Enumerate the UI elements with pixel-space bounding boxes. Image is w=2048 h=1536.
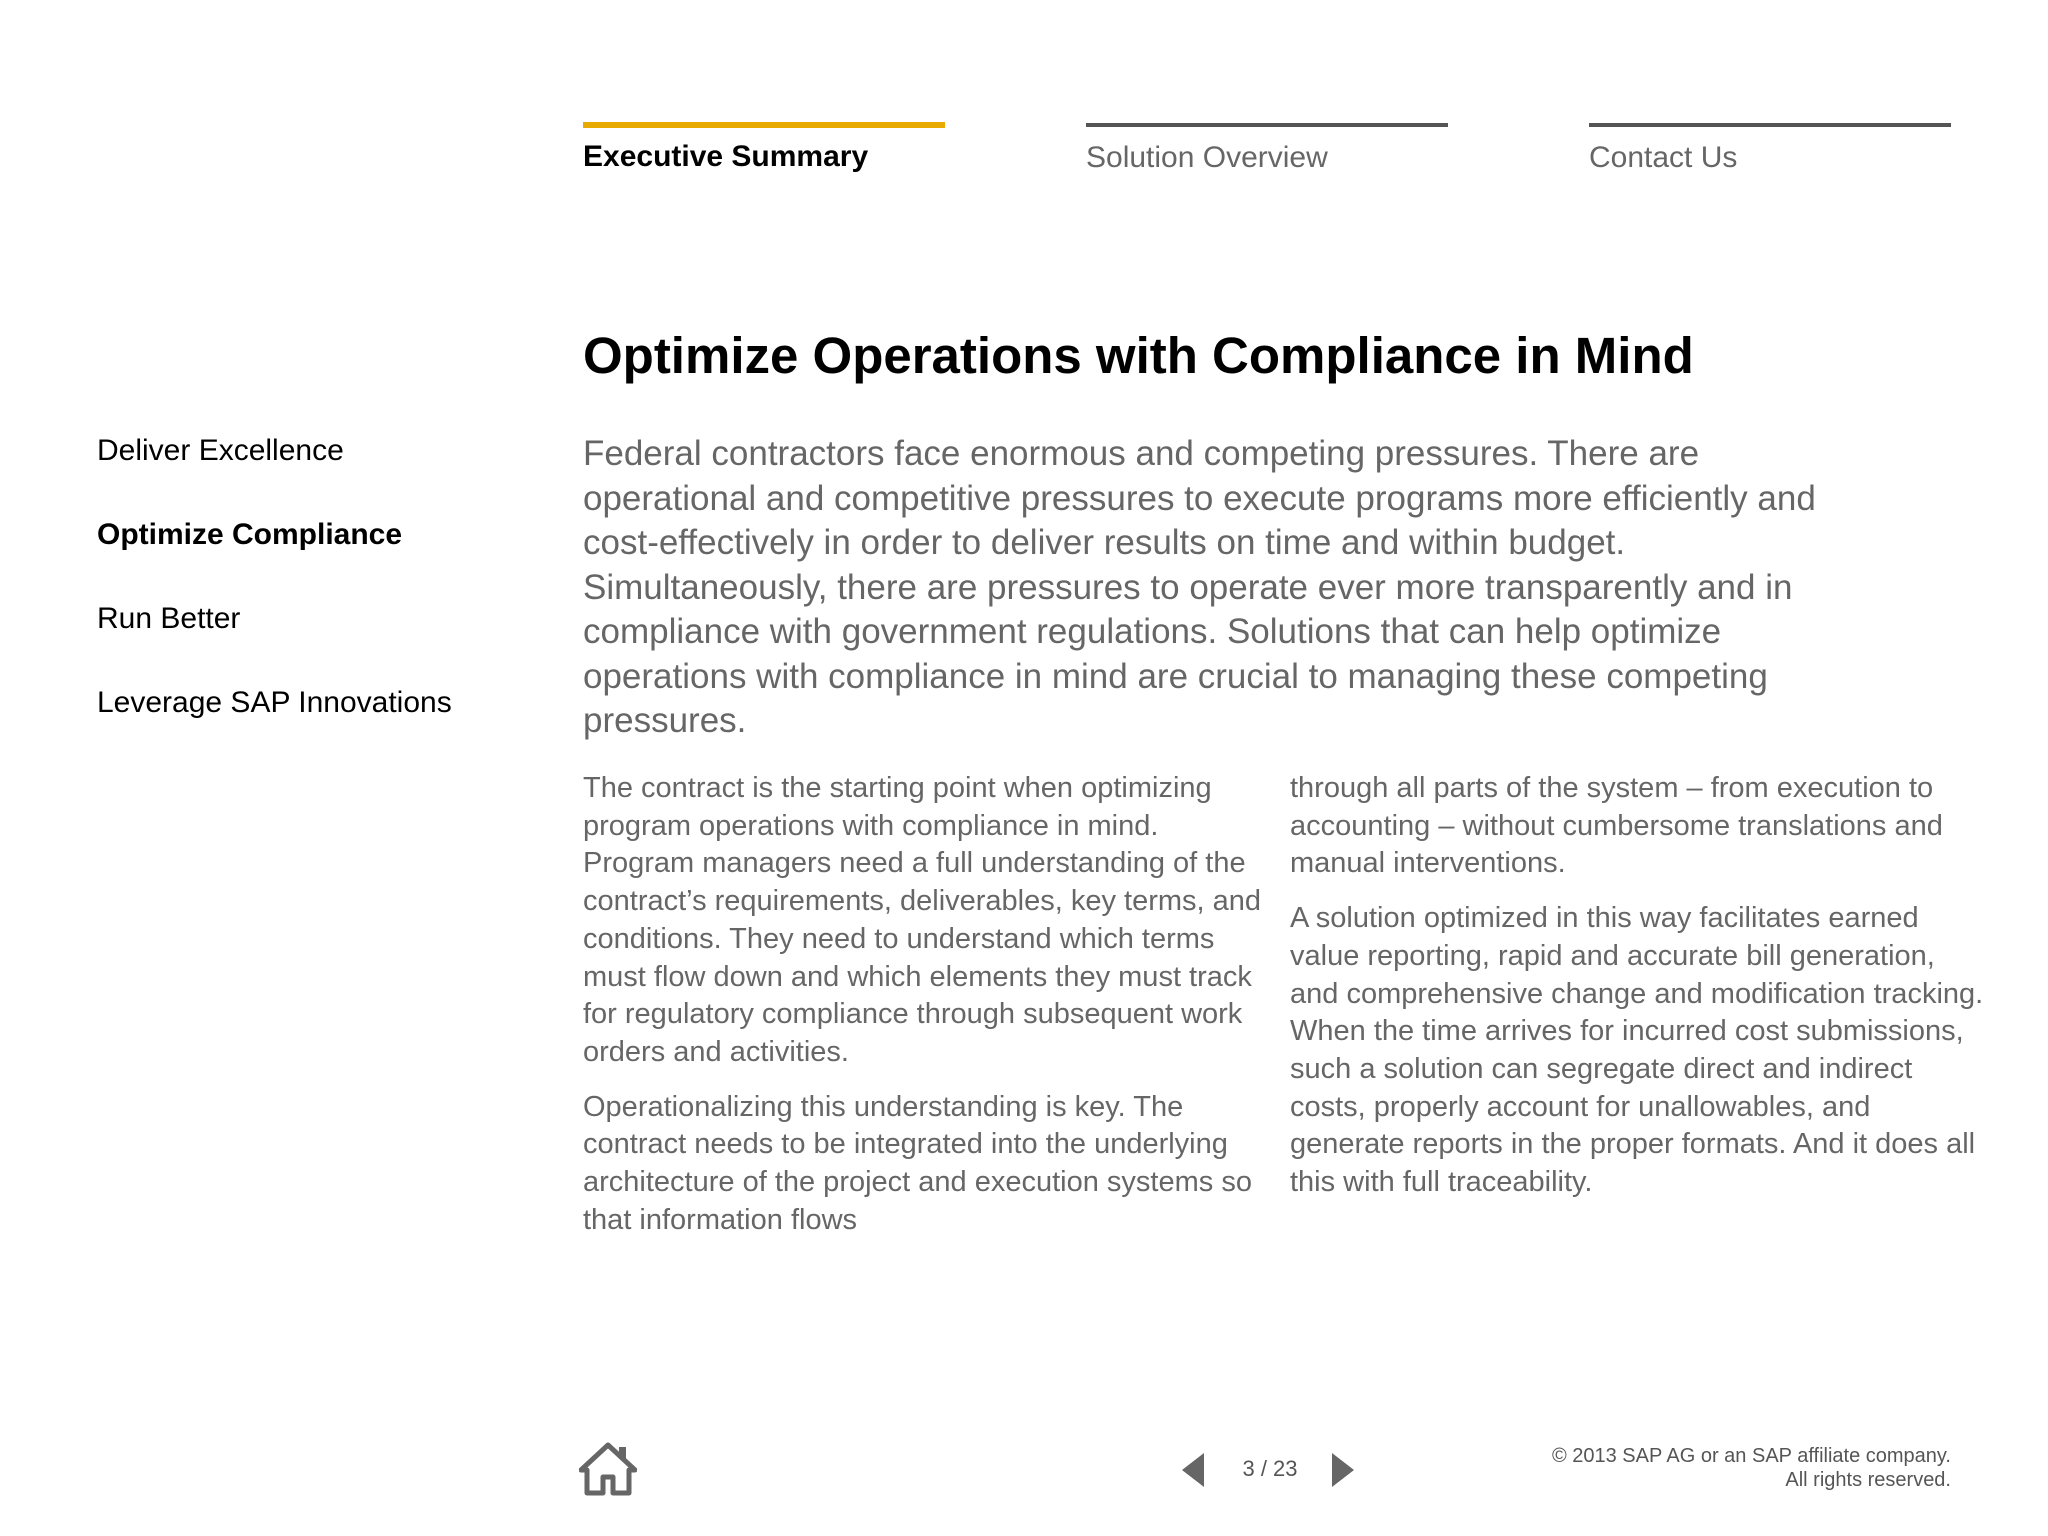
home-icon[interactable]	[579, 1441, 637, 1497]
sidebar-item-run-better[interactable]: Run Better	[97, 602, 241, 635]
tab-executive-summary[interactable]	[583, 122, 945, 174]
pager	[1180, 1448, 1360, 1492]
triangle-right-icon[interactable]	[1330, 1451, 1356, 1494]
sidebar-item-deliver-excellence[interactable]: Deliver Excellence	[97, 434, 344, 467]
tab-contact-us[interactable]	[1589, 123, 1951, 175]
page-number: 3 / 23	[1242, 1456, 1298, 1481]
copyright	[1552, 1444, 1951, 1492]
sidebar-nav	[97, 434, 452, 770]
body-paragraph: The contract is the starting point when optimizing program operations with compliance in mind. Program managers need a full understanding of the contract’s requirements, deliverables, key terms, and conditions. They need to understand which terms must flow down and which elements they must track for regulatory compliance through subsequent work orders and activities.	[583, 772, 1262, 1068]
sidebar-item-leverage-sap-innovations[interactable]: Leverage SAP Innovations	[97, 686, 452, 719]
body-column-left	[583, 770, 1263, 1256]
body-paragraph: A solution optimized in this way facilitates earned value reporting, rapid and accurate bill generation, and comprehensive change and modification tracking. When the time arrives for incurred cost submissions, such a solution can segregate direct and indirect costs, properly account for unallowables, and generate reports in the proper formats. And it does all this with full traceability.	[1290, 902, 1984, 1199]
tab-label: Contact Us	[1589, 141, 1738, 174]
copyright-line: © 2013 SAP AG or an SAP affiliate company.	[1551, 1445, 1951, 1467]
copyright-line: All rights reserved.	[1785, 1469, 1951, 1491]
sidebar-item-optimize-compliance[interactable]: Optimize Compliance	[97, 518, 403, 551]
tab-label: Solution Overview	[1086, 141, 1328, 174]
tab-solution-overview[interactable]	[1086, 123, 1448, 175]
body-column-right	[1290, 770, 1990, 1219]
body-paragraph: Operationalizing this understanding is key. The contract needs to be integrated into the underlying architecture of the project and execution systems so that information flows	[583, 1090, 1252, 1236]
page-title: Optimize Operations with Compliance in Mind	[583, 327, 1694, 384]
triangle-left-icon[interactable]	[1180, 1451, 1206, 1494]
tab-label: Executive Summary	[583, 140, 869, 173]
body-paragraph: through all parts of the system – from execution to accounting – without cumbersome translations and manual interventions.	[1290, 772, 1943, 880]
lead-paragraph: Federal contractors face enormous and competing pressures. There are operational and competitive pressures to execute programs more efficiently and cost-effectively in order to deliver results on time and within budget. Simultaneously, there are pressures to operate ever more transparently and in compliance with government regulations. Solutions that can help optimize operations with compliance in mind are crucial to managing these competing pressures.	[583, 434, 1816, 740]
